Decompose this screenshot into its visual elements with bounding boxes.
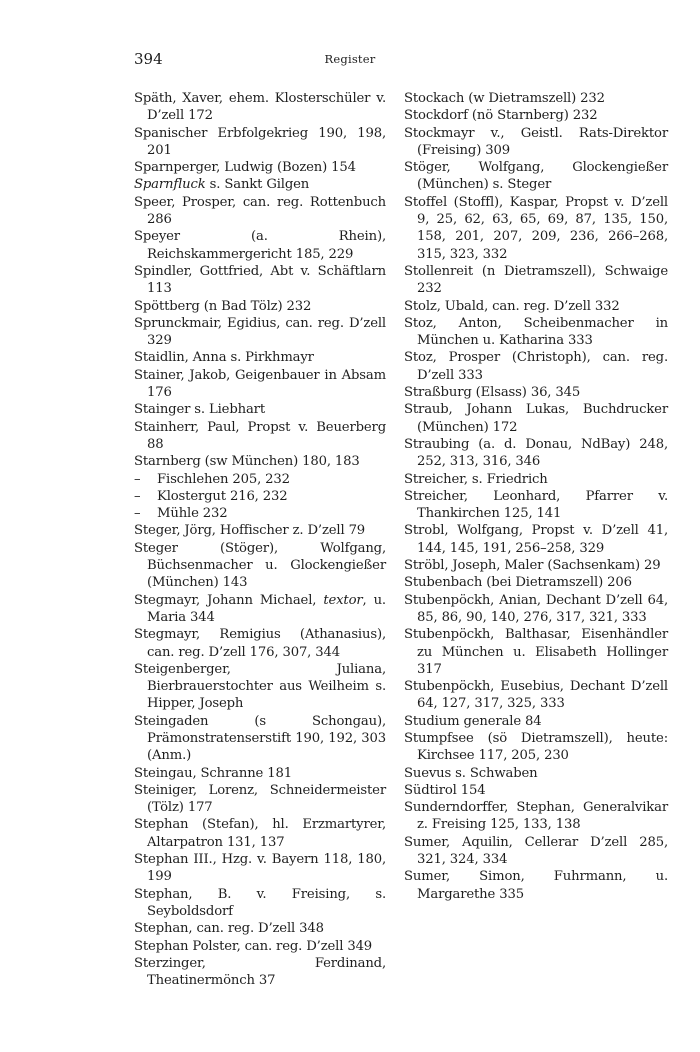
entry-text: Ströbl, Joseph, Maler (Sachsenkam) 29	[404, 558, 661, 574]
index-entry	[404, 107, 668, 124]
index-entry	[404, 315, 668, 350]
index-entry	[134, 125, 386, 160]
index-entry	[134, 765, 386, 782]
index-entry	[134, 401, 386, 418]
entry-text: Stubenpöckh, Balthasar, Eisenhändler zu München u. Elisabeth Hollinger 317	[404, 627, 668, 677]
index-entry	[404, 713, 668, 730]
index-entry	[404, 436, 668, 471]
entry-text: Stockmayr v., Geistl. Rats-Direktor (Freising) 309	[404, 125, 668, 158]
index-entry	[404, 298, 668, 315]
entry-text: Sumer, Simon, Fuhrmann, u. Margarethe 335	[404, 869, 668, 902]
entry-text: Sparnperger, Ludwig (Bozen) 154	[134, 160, 356, 176]
entry-text: Staidlin, Anna s. Pirkhmayr	[134, 350, 314, 366]
index-entry	[404, 488, 668, 523]
entry-text: Stephan, can. reg. D’zell 348	[134, 921, 324, 937]
entry-text: Stockdorf (nö Starnberg) 232	[404, 108, 598, 124]
entry-text: Steger (Stöger), Wolfgang, Büchsenmacher u. Glockengießer (München) 143	[134, 540, 386, 591]
index-entry	[404, 782, 668, 799]
running-head: Register	[324, 52, 376, 66]
index-entry	[134, 955, 386, 990]
index-entry	[134, 453, 386, 470]
entry-text: Fischlehen 205, 232	[157, 471, 290, 487]
entry-text: Stockach (w Dietramszell) 232	[404, 91, 605, 106]
entry-text: Stubenbach (bei Dietramszell) 206	[404, 575, 632, 591]
index-entry	[404, 384, 668, 401]
entry-text: Stöger, Wolfgang, Glockengießer (München) s. Steger	[404, 160, 668, 193]
entry-text: Straubing (a. d. Donau, NdBay) 248, 252, 313, 316, 346	[404, 436, 668, 470]
entry-text: Stegmayr, Johann Michael,	[134, 592, 324, 608]
index-entry	[134, 419, 386, 454]
index-entry	[134, 315, 386, 350]
index-entry	[404, 401, 668, 436]
entry-text: , u. Maria 344	[147, 592, 386, 625]
entry-text: Straub, Johann Lukas, Buchdrucker (München) 172	[404, 402, 668, 435]
entry-text: Stubenpöckh, Eusebius, Dechant D’zell 64, 127, 317, 325, 333	[404, 679, 668, 712]
entry-text: Stegmayr, Remigius (Athanasius), can. reg. D’zell 176, 307, 344	[134, 627, 386, 660]
entry-text: Sprunckmair, Egidius, can. reg. D’zell 329	[134, 315, 386, 349]
entry-text: Späth, Xaver, ehem. Klosterschüler v. D’zell 172	[134, 91, 386, 124]
entry-text: Stephan, B. v. Freising, s. Seyboldsdorf	[134, 886, 386, 919]
entry-text: Stoz, Anton, Scheibenmacher in München u. Katharina 333	[404, 315, 668, 349]
index-entry	[134, 713, 386, 765]
entry-text: Stubenpöckh, Anian, Dechant D’zell 64, 85, 86, 90, 140, 276, 317, 321, 333	[404, 592, 668, 625]
entry-text: Speyer (a. Rhein), Reichskammergericht 185, 229	[134, 229, 386, 262]
index-entry	[404, 90, 668, 107]
entry-text: Stainer, Jakob, Geigenbauer in Absam 176	[134, 367, 386, 401]
entry-text: Stoz, Prosper (Christoph), can. reg. D’zell 333	[404, 350, 668, 383]
index-entry	[134, 349, 386, 366]
entry-text: Stephan III., Hzg. v. Bayern 118, 180, 199	[134, 852, 386, 885]
entry-text: Strobl, Wolfgang, Propst v. D’zell 41, 144, 145, 191, 256–258, 329	[404, 523, 668, 556]
index-entry	[404, 125, 668, 160]
index-subentry	[134, 488, 386, 505]
index-entry	[404, 834, 668, 869]
index-entry	[404, 159, 668, 194]
entry-text: Stumpfsee (sö Dietramszell), heute: Kirchsee 117, 205, 230	[404, 730, 668, 764]
entry-text: Spöttberg (n Bad Tölz) 232	[134, 298, 312, 314]
entry-text: Stollenreit (n Dietramszell), Schwaige 232	[404, 263, 668, 297]
index-entry	[134, 194, 386, 229]
index-entry	[404, 626, 668, 678]
entry-text: Stolz, Ubald, can. reg. D’zell 332	[404, 298, 620, 314]
entry-text: Sunderndorffer, Stephan, Generalvikar z. Freising 125, 133, 138	[404, 800, 668, 833]
entry-text: Studium generale 84	[404, 713, 542, 729]
index-entry	[134, 263, 386, 298]
page-number: 394	[134, 50, 163, 68]
entry-text: Mühle 232	[157, 506, 228, 522]
index-entry	[404, 574, 668, 591]
entry-italic-term: Sparnfluck	[134, 177, 206, 193]
entry-text: Steger, Jörg, Hoffischer z. D’zell 79	[134, 523, 366, 539]
index-column-right	[404, 90, 668, 903]
index-entry	[134, 176, 386, 193]
entry-text: Spindler, Gottfried, Abt v. Schäftlarn 113	[134, 263, 386, 297]
entry-text: Stoffel (Stoffl), Kaspar, Propst v. D’zell 9, 25, 62, 63, 65, 69, 87, 135, 150, 158, 201, 207, 209, 236, 266–268, 315, 323, 332	[404, 194, 668, 262]
index-entry	[404, 799, 668, 834]
index-entry	[134, 816, 386, 851]
index-entry	[134, 228, 386, 263]
entry-text: Südtirol 154	[404, 782, 486, 798]
entry-text: Spanischer Erbfolgekrieg 190, 198, 201	[134, 125, 386, 158]
entry-text: Stainherr, Paul, Propst v. Beuerberg 88	[134, 419, 386, 452]
entry-text: Steiniger, Lorenz, Schneidermeister (Tölz) 177	[134, 782, 386, 816]
index-entry	[404, 592, 668, 627]
entry-text: Sumer, Aquilin, Cellerar D’zell 285, 321, 324, 334	[404, 834, 668, 868]
entry-text: Steigenberger, Juliana, Bierbrauerstochter aus Weilheim s. Hipper, Joseph	[134, 661, 386, 712]
entry-text: Stephan (Stefan), hl. Erzmartyrer, Altarpatron 131, 137	[134, 817, 386, 850]
index-entry	[404, 349, 668, 384]
index-entry	[134, 626, 386, 661]
index-entry	[134, 540, 386, 592]
index-entry	[404, 194, 668, 263]
index-subentry	[134, 505, 386, 522]
index-entry	[134, 522, 386, 539]
entry-text: Stephan Polster, can. reg. D’zell 349	[134, 938, 373, 954]
entry-text: Starnberg (sw München) 180, 183	[134, 454, 360, 470]
index-entry	[134, 920, 386, 937]
entry-text: Klostergut 216, 232	[157, 488, 288, 504]
entry-text: Speer, Prosper, can. reg. Rottenbuch 286	[134, 194, 386, 228]
entry-text: Streicher, Leonhard, Pfarrer v. Thankirchen 125, 141	[404, 488, 668, 522]
index-entry	[134, 592, 386, 627]
index-entry	[404, 868, 668, 903]
index-entry	[404, 557, 668, 574]
index-entry	[134, 159, 386, 176]
entry-text: Sterzinger, Ferdinand, Theatinermönch 37	[134, 955, 386, 989]
entry-italic-term: textor	[323, 592, 363, 608]
index-subentry	[134, 471, 386, 488]
index-entry	[134, 661, 386, 713]
index-column-left	[134, 90, 386, 989]
index-entry	[134, 886, 386, 921]
index-entry	[134, 298, 386, 315]
entry-text: Suevus s. Schwaben	[404, 765, 538, 781]
index-entry	[404, 678, 668, 713]
index-entry	[134, 851, 386, 886]
entry-text: s. Sankt Gilgen	[209, 177, 310, 193]
index-entry	[404, 263, 668, 298]
index-entry	[404, 471, 668, 488]
entry-text: Steingaden (s Schongau), Prämonstratenserstift 190, 192, 303 (Anm.)	[134, 713, 386, 764]
index-entry	[134, 367, 386, 402]
entry-text: Straßburg (Elsass) 36, 345	[404, 385, 581, 401]
index-entry	[134, 938, 386, 955]
entry-text: Streicher, s. Friedrich	[404, 471, 548, 487]
index-entry	[404, 522, 668, 557]
index-entry	[134, 90, 386, 125]
index-entry	[404, 730, 668, 765]
entry-text: Stainger s. Liebhart	[134, 402, 265, 418]
entry-text: Steingau, Schranne 181	[134, 765, 292, 781]
index-entry	[404, 765, 668, 782]
index-entry	[134, 782, 386, 817]
